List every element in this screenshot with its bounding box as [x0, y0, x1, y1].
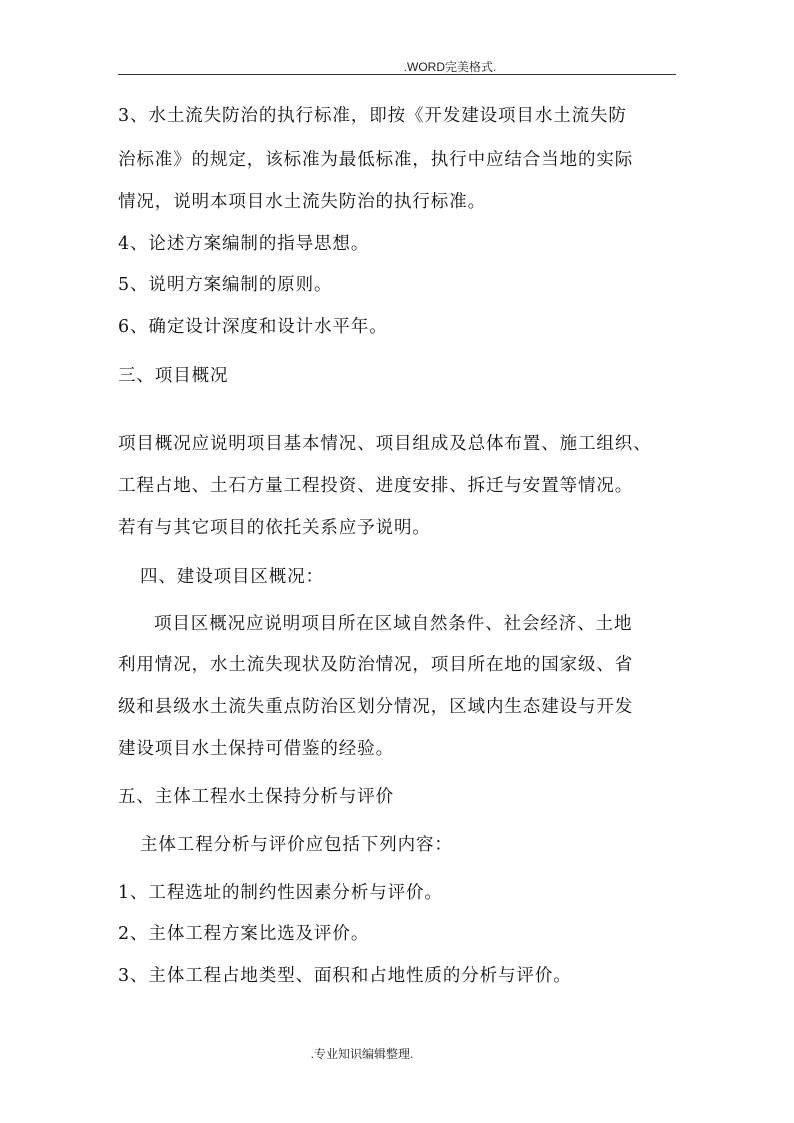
- text-line: 3、水土流失防治的执行标准，即按《开发建设项目水土流失防: [118, 106, 627, 126]
- text-line: 6、确定设计深度和设计水平年。: [118, 317, 388, 337]
- text-line: 1、工程选址的制约性因素分析与评价。: [118, 883, 443, 903]
- text-line: 建设项目水土保持可借鉴的经验。: [118, 739, 394, 759]
- text-line: 2、主体工程方案比选及评价。: [118, 924, 370, 944]
- text-line: 治标准》的规定，该标准为最低标准，执行中应结合当地的实际: [118, 150, 634, 170]
- footer-text: .专业知识编辑整理.: [310, 1047, 414, 1061]
- text-line: 利用情况，水土流失现状及防治情况，项目所在地的国家级、省: [118, 655, 634, 675]
- header-divider: [118, 74, 676, 75]
- text-line: 项目概况应说明项目基本情况、项目组成及总体布置、施工组织、: [118, 434, 652, 454]
- text-line: 4、论述方案编制的指导思想。: [118, 234, 370, 254]
- text-line: 工程占地、土石方量工程投资、进度安排、拆迁与安置等情况。: [118, 476, 634, 496]
- text-line: 项目区概况应说明项目所在区域自然条件、社会经济、土地: [154, 614, 633, 634]
- text-line: 主体工程分析与评价应包括下列内容：: [140, 835, 453, 855]
- text-line: 若有与其它项目的依托关系应予说明。: [118, 518, 431, 538]
- section-heading: 四、建设项目区概况：: [140, 567, 324, 587]
- section-heading: 五、主体工程水土保持分析与评价: [118, 787, 394, 807]
- section-heading: 三、项目概况: [118, 366, 229, 386]
- text-line: 级和县级水土流失重点防治区划分情况，区域内生态建设与开发: [118, 697, 634, 717]
- text-line: 5、说明方案编制的原则。: [118, 275, 333, 295]
- text-line: 情况，说明本项目水土流失防治的执行标准。: [118, 192, 486, 212]
- text-line: 3、主体工程占地类型、面积和占地性质的分析与评价。: [118, 966, 572, 986]
- header-text: .WORD完美格式.: [403, 60, 497, 74]
